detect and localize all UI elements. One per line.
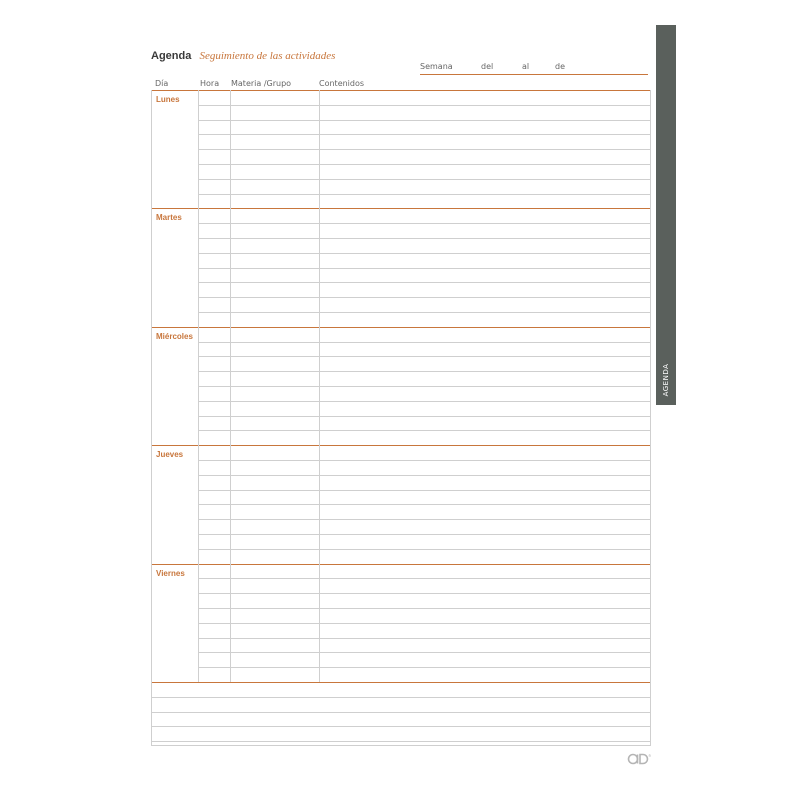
row-line[interactable] [198,549,650,550]
row-line[interactable] [198,519,650,520]
row-line[interactable] [198,134,650,135]
notes-line[interactable] [152,712,650,713]
row-line[interactable] [198,164,650,165]
day-label: Lunes [156,95,180,104]
column-header-subject: Materia /Grupo [231,79,292,88]
row-line[interactable] [198,179,650,180]
row-line[interactable] [198,194,650,195]
day-separator [152,564,650,565]
row-line[interactable] [198,608,650,609]
agenda-table [151,90,651,746]
row-line[interactable] [198,593,650,594]
week-label: Semana [420,62,453,71]
row-line[interactable] [198,342,650,343]
column-divider [198,90,199,682]
day-label: Jueves [156,450,184,460]
row-line[interactable] [198,652,650,653]
row-line[interactable] [198,282,650,283]
day-separator [152,208,650,209]
row-line[interactable] [198,253,650,254]
svg-text:®: ® [648,754,652,758]
side-tab-label: AGENDA [662,363,670,397]
row-line[interactable] [198,120,650,121]
week-from-label: del [481,62,494,71]
row-line[interactable] [198,386,650,387]
row-line[interactable] [198,534,650,535]
row-line[interactable] [198,430,650,431]
row-line[interactable] [198,149,650,150]
row-line[interactable] [198,578,650,579]
row-line[interactable] [198,105,650,106]
notes-line[interactable] [152,726,650,727]
row-line[interactable] [198,623,650,624]
week-field[interactable] [420,60,648,75]
day-label: Martes [156,213,182,223]
day-separator [152,327,650,328]
day-label: Miércoles [156,331,193,341]
notes-line[interactable] [152,697,650,698]
row-line[interactable] [198,475,650,476]
notes-line[interactable] [152,741,650,742]
row-line[interactable] [198,268,650,269]
row-line[interactable] [198,238,650,239]
row-line[interactable] [198,297,650,298]
row-line[interactable] [198,223,650,224]
day-label: Viernes [156,568,185,578]
column-header-hour: Hora [200,79,220,88]
row-line[interactable] [198,371,650,372]
title-main: Agenda [151,50,192,62]
row-line[interactable] [198,401,650,402]
row-line[interactable] [198,356,650,357]
row-line[interactable] [198,638,650,639]
agenda-side-tab[interactable] [656,25,676,405]
column-header-day: Día [155,79,169,88]
row-line[interactable] [198,312,650,313]
row-line[interactable] [198,416,650,417]
row-line[interactable] [198,667,650,668]
column-divider [230,90,231,682]
page-title [151,44,335,63]
day-separator [152,682,650,683]
week-to-label: al [522,62,530,71]
column-header-contents: Contenidos [319,79,365,88]
publisher-logo-icon [627,752,651,766]
title-subtitle: Seguimiento de las actividades [199,50,336,62]
week-of-label: de [555,62,565,71]
row-line[interactable] [198,504,650,505]
row-line[interactable] [198,460,650,461]
table-top-rule [152,90,650,91]
day-separator [152,445,650,446]
row-line[interactable] [198,490,650,491]
column-divider [319,90,320,682]
